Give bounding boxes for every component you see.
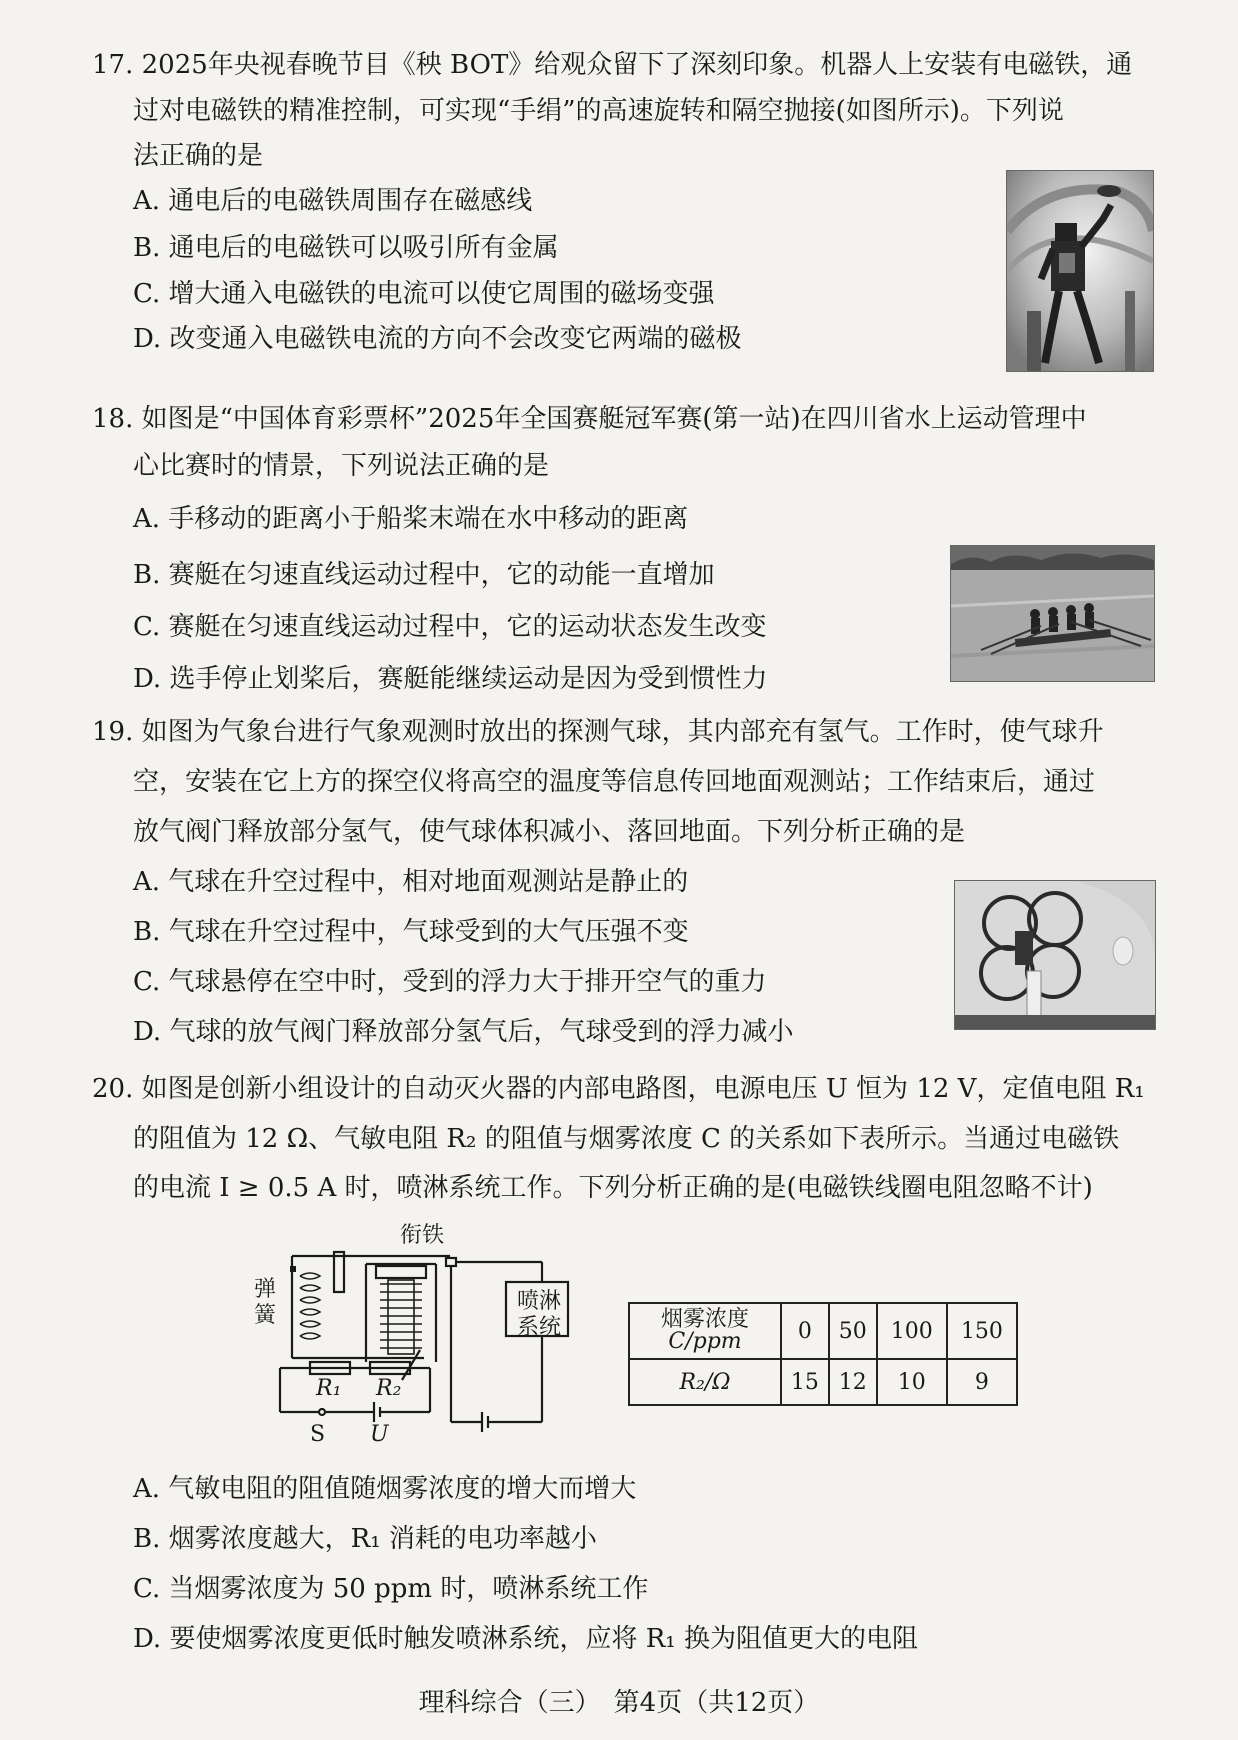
page-footer: 理科综合（三） 第4页（共12页）	[418, 1688, 820, 1718]
circuit-diagram	[254, 1222, 610, 1454]
label-sprinkler-1: 喷淋	[516, 1289, 561, 1314]
label-r1: R₁	[316, 1376, 342, 1401]
table-cell-concentration: 150	[947, 1303, 1017, 1359]
label-switch: S	[310, 1422, 326, 1447]
table-cell-resistance: 12	[829, 1359, 877, 1405]
rowing-photo	[950, 545, 1155, 682]
q20-option-a: A. 气敏电阻的阻值随烟雾浓度的增大而增大	[133, 1474, 637, 1504]
q17-line-1: 17. 2025年央视春晚节目《秧 BOT》给观众留下了深刻印象。机器人上安装有电磁铁，通	[92, 50, 1133, 80]
table-cell-resistance: 15	[781, 1359, 829, 1405]
label-armature: 衔铁	[400, 1223, 445, 1248]
q20-line-3: 的电流 I ≥ 0.5 A 时，喷淋系统工作。下列分析正确的是(电磁铁线圈电阻忽略不计)	[133, 1173, 1093, 1203]
smoke-resistance-table	[628, 1302, 1018, 1406]
q17-option-b: B. 通电后的电磁铁可以吸引所有金属	[133, 233, 559, 263]
table-cell-concentration: 100	[877, 1303, 947, 1359]
table-cell-concentration: 50	[829, 1303, 877, 1359]
q19-option-d: D. 气球的放气阀门释放部分氢气后，气球受到的浮力减小	[133, 1017, 794, 1047]
q20-option-c: C. 当烟雾浓度为 50 ppm 时，喷淋系统工作	[133, 1574, 649, 1604]
q19-line-2: 空，安装在它上方的探空仪将高空的温度等信息传回地面观测站；工作结束后，通过	[133, 767, 1096, 797]
q19-option-a: A. 气球在升空过程中，相对地面观测站是静止的	[133, 867, 689, 897]
q20-line-1: 20. 如图是创新小组设计的自动灭火器的内部电路图，电源电压 U 恒为 12 V，定值电阻 R₁	[92, 1074, 1145, 1104]
q20-line-2: 的阻值为 12 Ω、气敏电阻 R₂ 的阻值与烟雾浓度 C 的关系如下表所示。当通过电磁铁	[133, 1124, 1120, 1154]
q18-option-d: D. 选手停止划桨后，赛艇能继续运动是因为受到惯性力	[133, 664, 768, 694]
table-cell-resistance: 10	[877, 1359, 947, 1405]
table-header-bottom: C/ppm	[668, 1329, 742, 1354]
q18-option-c: C. 赛艇在匀速直线运动过程中，它的运动状态发生改变	[133, 612, 767, 642]
q20-option-d: D. 要使烟雾浓度更低时触发喷淋系统，应将 R₁ 换为阻值更大的电阻	[133, 1624, 918, 1654]
label-source: U	[370, 1422, 389, 1447]
q19-option-b: B. 气球在升空过程中，气球受到的大气压强不变	[133, 917, 689, 947]
weather-balloon-photo	[954, 880, 1156, 1030]
table-cell-concentration: 0	[781, 1303, 829, 1359]
q18-line-2: 心比赛时的情景，下列说法正确的是	[133, 451, 550, 481]
label-spring-1: 弹	[254, 1277, 277, 1302]
q19-line-3: 放气阀门释放部分氢气，使气球体积减小、落回地面。下列分析正确的是	[133, 817, 966, 847]
q17-option-c: C. 增大通入电磁铁的电流可以使它周围的磁场变强	[133, 279, 715, 309]
robot-photo	[1006, 170, 1154, 372]
q20-option-b: B. 烟雾浓度越大，R₁ 消耗的电功率越小	[133, 1524, 597, 1554]
q17-line-2: 过对电磁铁的精准控制，可实现“手绢”的高速旋转和隔空抛接(如图所示)。下列说	[133, 96, 1064, 126]
table-cell-resistance: 9	[947, 1359, 1017, 1405]
q18-option-a: A. 手移动的距离小于船桨末端在水中移动的距离	[133, 504, 689, 534]
q17-option-d: D. 改变通入电磁铁电流的方向不会改变它两端的磁极	[133, 324, 742, 354]
label-spring-2: 簧	[254, 1303, 277, 1328]
label-sprinkler-2: 系统	[516, 1315, 561, 1340]
label-r2: R₂	[376, 1376, 402, 1401]
q17-option-a: A. 通电后的电磁铁周围存在磁感线	[133, 186, 533, 216]
q18-line-1: 18. 如图是“中国体育彩票杯”2025年全国赛艇冠军赛(第一站)在四川省水上运动管理中	[92, 404, 1087, 434]
table-header-concentration	[629, 1303, 781, 1359]
table-header-top: 烟雾浓度	[660, 1307, 749, 1332]
q19-option-c: C. 气球悬停在空中时，受到的浮力大于排开空气的重力	[133, 967, 767, 997]
q18-option-b: B. 赛艇在匀速直线运动过程中，它的动能一直增加	[133, 560, 715, 590]
q19-line-1: 19. 如图为气象台进行气象观测时放出的探测气球，其内部充有氢气。工作时，使气球升	[92, 717, 1104, 747]
q17-line-3: 法正确的是	[133, 141, 264, 171]
table-row-label: R₂/Ω	[629, 1359, 781, 1405]
